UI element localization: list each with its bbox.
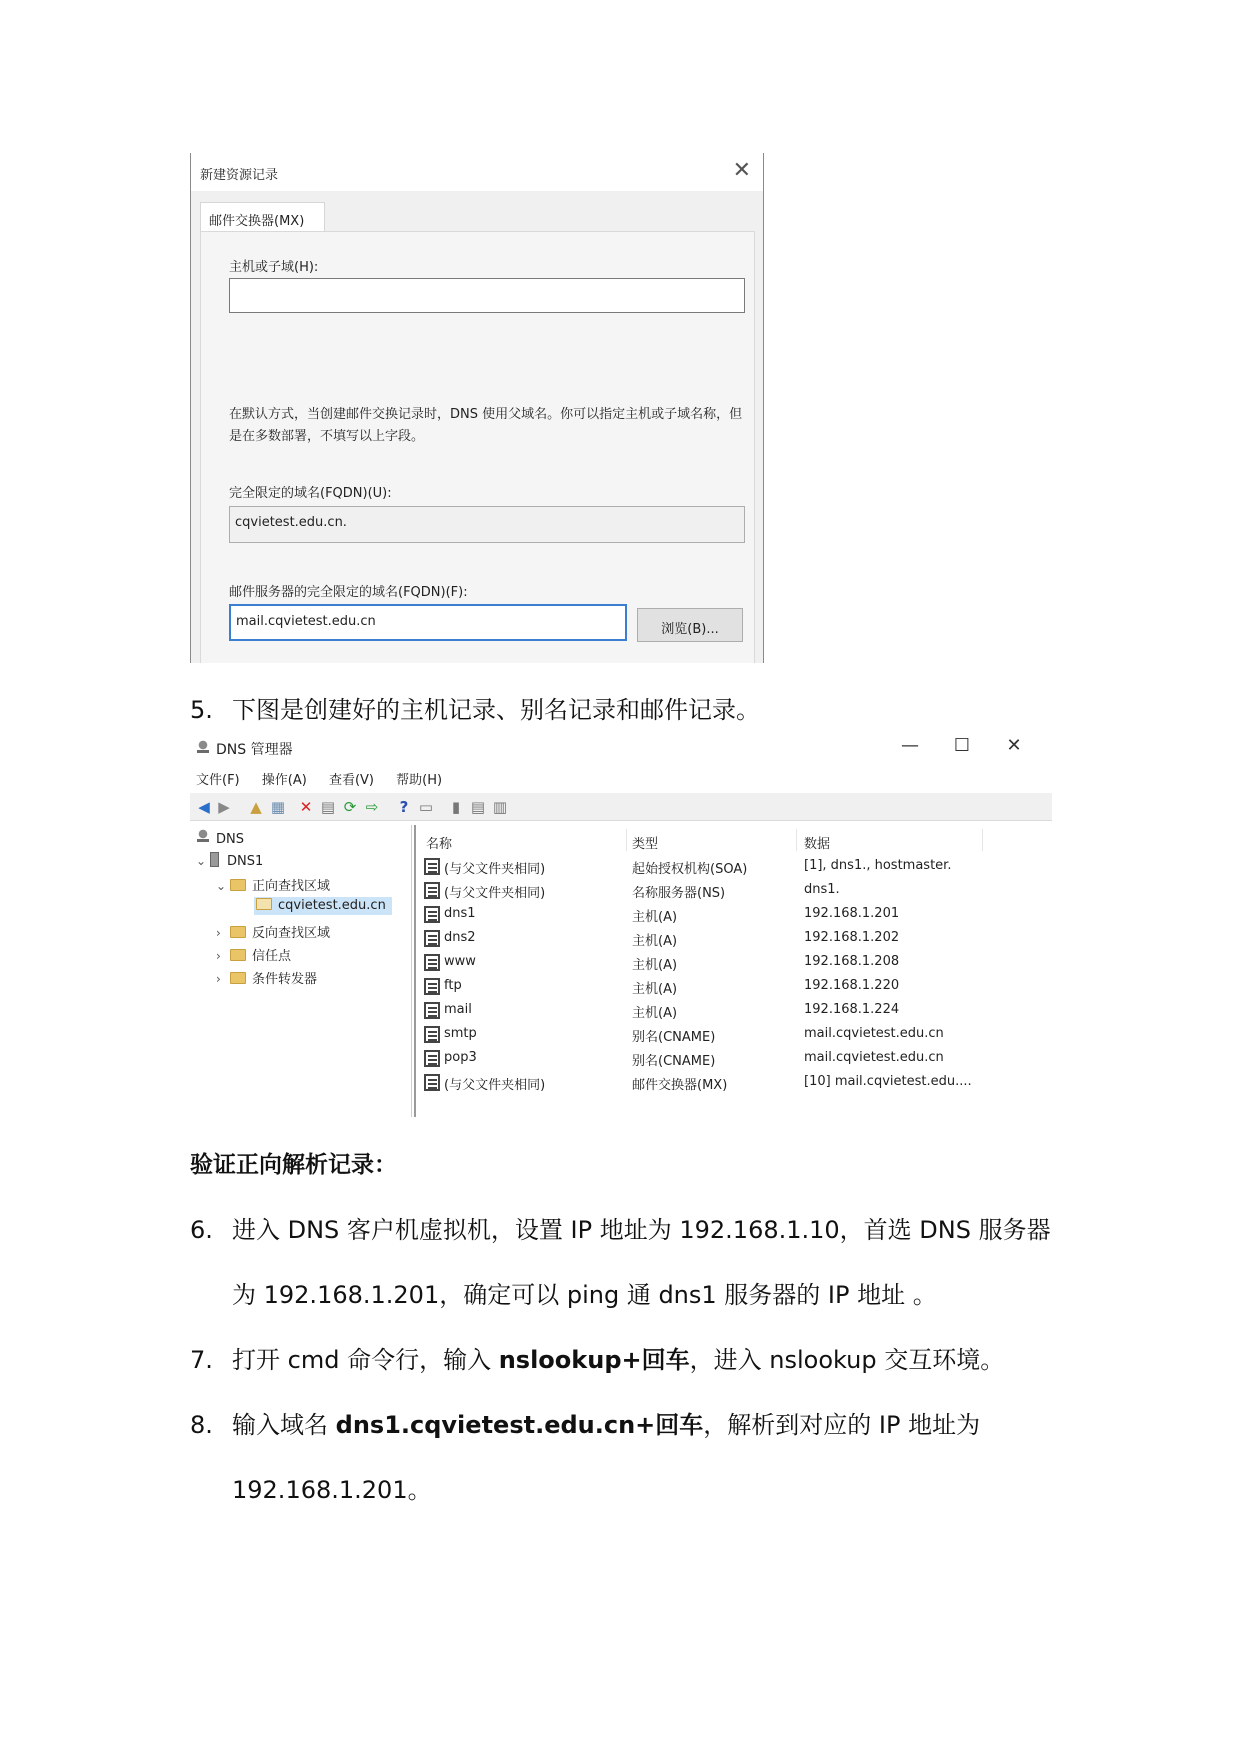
- tree-item-dns1[interactable]: [196, 852, 263, 869]
- record-name: pop3: [444, 1050, 477, 1065]
- record-data: dns1.: [804, 882, 840, 897]
- tree-item-conditional-forwarders[interactable]: [216, 968, 317, 987]
- record-type: 主机(A): [632, 982, 678, 997]
- tree-item-forward-zone[interactable]: [216, 875, 330, 894]
- step-command: nslookup+回车: [498, 1346, 690, 1374]
- step-text: 打开 cmd 命令行，输入: [232, 1346, 499, 1374]
- window-title-text: DNS 管理器: [216, 742, 293, 758]
- console-tree: [190, 825, 412, 1117]
- records-list: [414, 825, 1052, 1117]
- mail-server-input[interactable]: mail.cqvietest.edu.cn: [229, 604, 627, 641]
- record-type: 别名(CNAME): [632, 1030, 716, 1045]
- record-type: 主机(A): [632, 934, 678, 949]
- table-row[interactable]: [416, 880, 1046, 902]
- step-8-continued: 192.168.1.201。: [232, 1476, 432, 1504]
- record-icon: [424, 978, 440, 995]
- new-resource-record-dialog: [190, 153, 764, 663]
- record-type: 名称服务器(NS): [632, 886, 726, 901]
- tree-label: 正向查找区域: [252, 879, 331, 894]
- step-text: 进入 DNS 客户机虚拟机，设置 IP 地址为 192.168.1.10，首选 DNS 服务器: [232, 1216, 1051, 1244]
- step-6: [190, 1210, 1051, 1245]
- record-icon: [424, 858, 440, 875]
- mail-server-label: 邮件服务器的完全限定的域名(FQDN)(F):: [229, 585, 468, 600]
- record-name: www: [444, 954, 476, 969]
- dns-icon: [196, 829, 210, 845]
- back-icon[interactable]: ◀: [198, 798, 210, 816]
- table-row[interactable]: [416, 1024, 1046, 1046]
- browse-button[interactable]: 浏览(B)...: [637, 608, 743, 642]
- refresh-icon[interactable]: ⟳: [343, 798, 357, 816]
- server-icon[interactable]: ▮: [451, 798, 461, 816]
- mx-panel: [200, 231, 755, 663]
- record-data: 192.168.1.201: [804, 906, 900, 921]
- tree-item-reverse-zone[interactable]: [216, 922, 330, 941]
- record-data: 192.168.1.224: [804, 1002, 900, 1017]
- up-folder-icon[interactable]: ▲: [250, 798, 262, 816]
- record-data: 192.168.1.220: [804, 978, 900, 993]
- record-name: mail: [444, 1002, 472, 1017]
- folder-icon: [230, 926, 246, 938]
- folder-icon: [230, 879, 246, 891]
- properties-icon[interactable]: ▤: [320, 798, 336, 816]
- delete-icon[interactable]: ✕: [299, 798, 313, 816]
- dns-manager-icon: [196, 740, 210, 756]
- zone-icon: [256, 898, 272, 910]
- dns-manager-window: [190, 735, 1052, 1117]
- column-header-type[interactable]: 类型: [632, 837, 659, 852]
- record-icon: [424, 882, 440, 899]
- record-name: smtp: [444, 1026, 477, 1041]
- tree-label: 反向查找区域: [252, 926, 331, 941]
- record-icon: [424, 1050, 440, 1067]
- record-name: (与父文件夹相同): [444, 862, 546, 877]
- maximize-icon[interactable]: ☐: [953, 735, 971, 756]
- server-icon: [210, 852, 219, 867]
- step-text: ，解析到对应的 IP 地址为: [703, 1411, 981, 1439]
- forward-icon[interactable]: ▶: [218, 798, 230, 816]
- table-row[interactable]: [416, 904, 1046, 926]
- help-icon[interactable]: ?: [399, 798, 409, 816]
- tree-label: DNS1: [227, 854, 264, 869]
- record-icon: [424, 1002, 440, 1019]
- folder-icon: [230, 949, 246, 961]
- column-divider[interactable]: [982, 829, 983, 851]
- table-row[interactable]: [416, 976, 1046, 998]
- window-title: [196, 739, 293, 759]
- section-heading: 验证正向解析记录：: [190, 1152, 397, 1178]
- chevron-down-icon[interactable]: ⌄: [196, 854, 207, 868]
- chevron-right-icon[interactable]: ›: [216, 926, 221, 940]
- record-data: 192.168.1.208: [804, 954, 900, 969]
- chevron-right-icon[interactable]: ›: [216, 949, 221, 963]
- priority-label: [229, 661, 356, 663]
- step-number: 7.: [190, 1346, 213, 1374]
- step-8: [190, 1405, 980, 1440]
- step-6-continued: 为 192.168.1.201，确定可以 ping 通 dns1 服务器的 IP 地址 。: [232, 1281, 937, 1309]
- fqdn-label: 完全限定的域名(FQDN)(U):: [229, 486, 392, 501]
- chevron-down-icon[interactable]: ⌄: [216, 879, 227, 893]
- table-row[interactable]: [416, 1000, 1046, 1022]
- tab-mx[interactable]: 邮件交换器(MX): [200, 202, 325, 232]
- record-type: 别名(CNAME): [632, 1054, 716, 1069]
- tree-label: DNS: [216, 832, 244, 847]
- filter-icon[interactable]: ▥: [492, 798, 508, 816]
- export-icon[interactable]: ⇨: [365, 798, 379, 816]
- view-icon[interactable]: ▭: [418, 798, 434, 816]
- menu-bar: [196, 769, 460, 788]
- step-number: 5.: [190, 696, 213, 724]
- record-icon: [424, 906, 440, 923]
- step-text: ，进入 nslookup 交互环境。: [689, 1346, 1005, 1374]
- record-name: (与父文件夹相同): [444, 886, 546, 901]
- column-header-data[interactable]: 数据: [804, 837, 831, 852]
- step-7: [190, 1340, 1004, 1375]
- table-row[interactable]: [416, 928, 1046, 950]
- record-type: 起始授权机构(SOA): [632, 862, 748, 877]
- step-text: 下图是创建好的主机记录、别名记录和邮件记录。: [232, 696, 760, 724]
- close-icon[interactable]: ✕: [1006, 735, 1022, 756]
- menu-file[interactable]: 文件(F): [196, 773, 240, 788]
- record-type: 邮件交换器(MX): [632, 1078, 728, 1093]
- record-data: [10] mail.cqvietest.edu....: [804, 1074, 972, 1089]
- record-name: dns2: [444, 930, 476, 945]
- record-name: (与父文件夹相同): [444, 1078, 546, 1093]
- record-icon: [424, 930, 440, 947]
- record-name: dns1: [444, 906, 476, 921]
- record-type: 主机(A): [632, 1006, 678, 1021]
- step-5: [190, 690, 760, 725]
- record-icon: [424, 954, 440, 971]
- column-divider[interactable]: [796, 829, 797, 851]
- selected-zone: [254, 897, 392, 915]
- record-data: 192.168.1.202: [804, 930, 900, 945]
- show-tree-icon[interactable]: ▦: [270, 798, 286, 816]
- folder-icon: [230, 972, 246, 984]
- dialog-titlebar: [191, 153, 763, 191]
- table-row[interactable]: [416, 952, 1046, 974]
- step-number: 6.: [190, 1216, 213, 1244]
- record-type: 主机(A): [632, 958, 678, 973]
- step-command: dns1.cqvietest.edu.cn+回车: [335, 1411, 704, 1439]
- chevron-right-icon[interactable]: ›: [216, 972, 221, 986]
- tree-label: 信任点: [252, 949, 292, 964]
- step-text: 输入域名: [232, 1411, 336, 1439]
- mx-description: 在默认方式，当创建邮件交换记录时，DNS 使用父域名。你可以指定主机或子域名称，但是在多数部署，不填写以上字段。: [229, 407, 743, 444]
- table-row[interactable]: [416, 1072, 1046, 1094]
- host-input[interactable]: [229, 278, 745, 313]
- record-type: 主机(A): [632, 910, 678, 925]
- window-controls: [884, 735, 1040, 756]
- record-icon: [424, 1074, 440, 1091]
- table-row[interactable]: [416, 856, 1046, 878]
- record-icon: [424, 1026, 440, 1043]
- tree-label: 条件转发器: [252, 972, 318, 987]
- record-name: ftp: [444, 978, 462, 993]
- column-header-name[interactable]: 名称: [426, 837, 453, 852]
- menu-view[interactable]: 查看(V): [328, 773, 374, 788]
- list-icon[interactable]: ▤: [470, 798, 486, 816]
- record-data: mail.cqvietest.edu.cn: [804, 1050, 944, 1065]
- tree-item-trust-points[interactable]: [216, 945, 291, 964]
- close-icon[interactable]: ✕: [732, 158, 751, 183]
- table-row[interactable]: [416, 1048, 1046, 1070]
- fqdn-field: cqvietest.edu.cn.: [229, 506, 745, 543]
- toolbar: [190, 793, 1052, 821]
- minimize-icon[interactable]: —: [901, 735, 919, 756]
- host-label: 主机或子域(H):: [229, 260, 319, 275]
- tree-label: cqvietest.edu.cn: [278, 898, 386, 913]
- menu-help[interactable]: 帮助(H): [396, 773, 443, 788]
- tree-item-zone[interactable]: [254, 898, 392, 913]
- tree-item-dns[interactable]: [196, 829, 244, 847]
- column-divider[interactable]: [626, 829, 627, 851]
- dialog-title: 新建资源记录: [200, 168, 279, 183]
- menu-action[interactable]: 操作(A): [261, 773, 307, 788]
- step-number: 8.: [190, 1411, 213, 1439]
- record-data: mail.cqvietest.edu.cn: [804, 1026, 944, 1041]
- record-data: [1], dns1., hostmaster.: [804, 858, 952, 873]
